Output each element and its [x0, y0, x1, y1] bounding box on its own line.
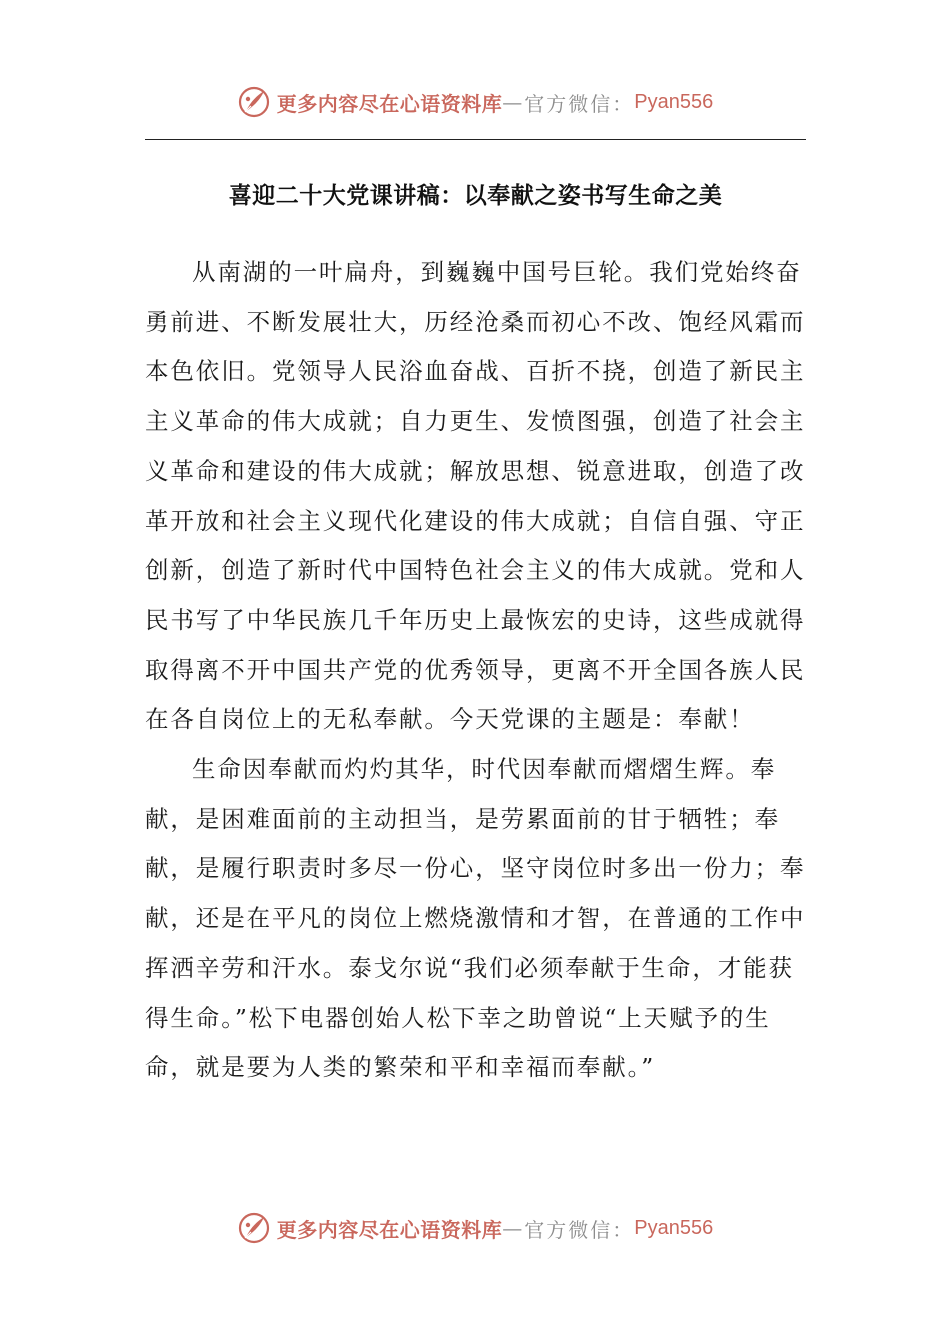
quill-pen-logo-icon: [237, 1211, 271, 1245]
watermark-dash: —: [502, 90, 525, 114]
quill-pen-logo-icon: [237, 85, 271, 119]
watermark-site-text: 更多内容尽在心语资料库: [276, 91, 503, 116]
body-paragraph-1: 从南湖的一叶扁舟，到巍巍中国号巨轮。我们党始终奋勇前进、不断发展壮大，历经沧桑而初心不改、饱经风霜而本色依旧。党领导人民浴血奋战、百折不挠，创造了新民主主义革命的伟大成就；自力更生、发愤图强，创造了社会主义革命和建设的伟大成就；解放思想、锐意进取，创造了改革开放和社会主义现代化建设的伟大成就；自信自强、守正创新，创造了新时代中国特色社会主义的伟大成就。党和人民书写了中华民族几千年历史上最恢宏的史诗，这些成就得取得离不开中国共产党的优秀领导，更离不开全国各族人民在各自岗位上的无私奉献。今天党课的主题是：奉献！: [145, 258, 806, 734]
footer-watermark-banner: [0, 1208, 950, 1248]
watermark-dash: —: [502, 1216, 525, 1240]
document-body: [145, 248, 806, 1093]
watermark-wechat-id: Pyan556: [634, 1216, 714, 1239]
header-watermark-banner: [0, 82, 950, 122]
header-divider: [145, 139, 806, 140]
watermark-site-text: 更多内容尽在心语资料库: [276, 1217, 503, 1242]
watermark-wechat-label: 官方微信：: [524, 91, 635, 116]
watermark-wechat-label: 官方微信：: [524, 1217, 635, 1242]
body-paragraph-2: 生命因奉献而灼灼其华，时代因奉献而熠熠生辉。奉献，是困难面前的主动担当，是劳累面前的甘于牺牲；奉献，是履行职责时多尽一份心，坚守岗位时多出一份力；奉献，还是在平凡的岗位上燃烧激情和才智，在普通的工作中挥洒辛劳和汗水。泰戈尔说“我们必须奉献于生命，才能获得生命。”松下电器创始人松下幸之助曾说“上天赋予的生命，就是要为人类的繁荣和平和幸福而奉献。”: [145, 755, 806, 1082]
document-title: 喜迎二十大党课讲稿：以奉献之姿书写生命之美: [228, 182, 723, 209]
watermark-wechat-id: Pyan556: [634, 90, 714, 113]
